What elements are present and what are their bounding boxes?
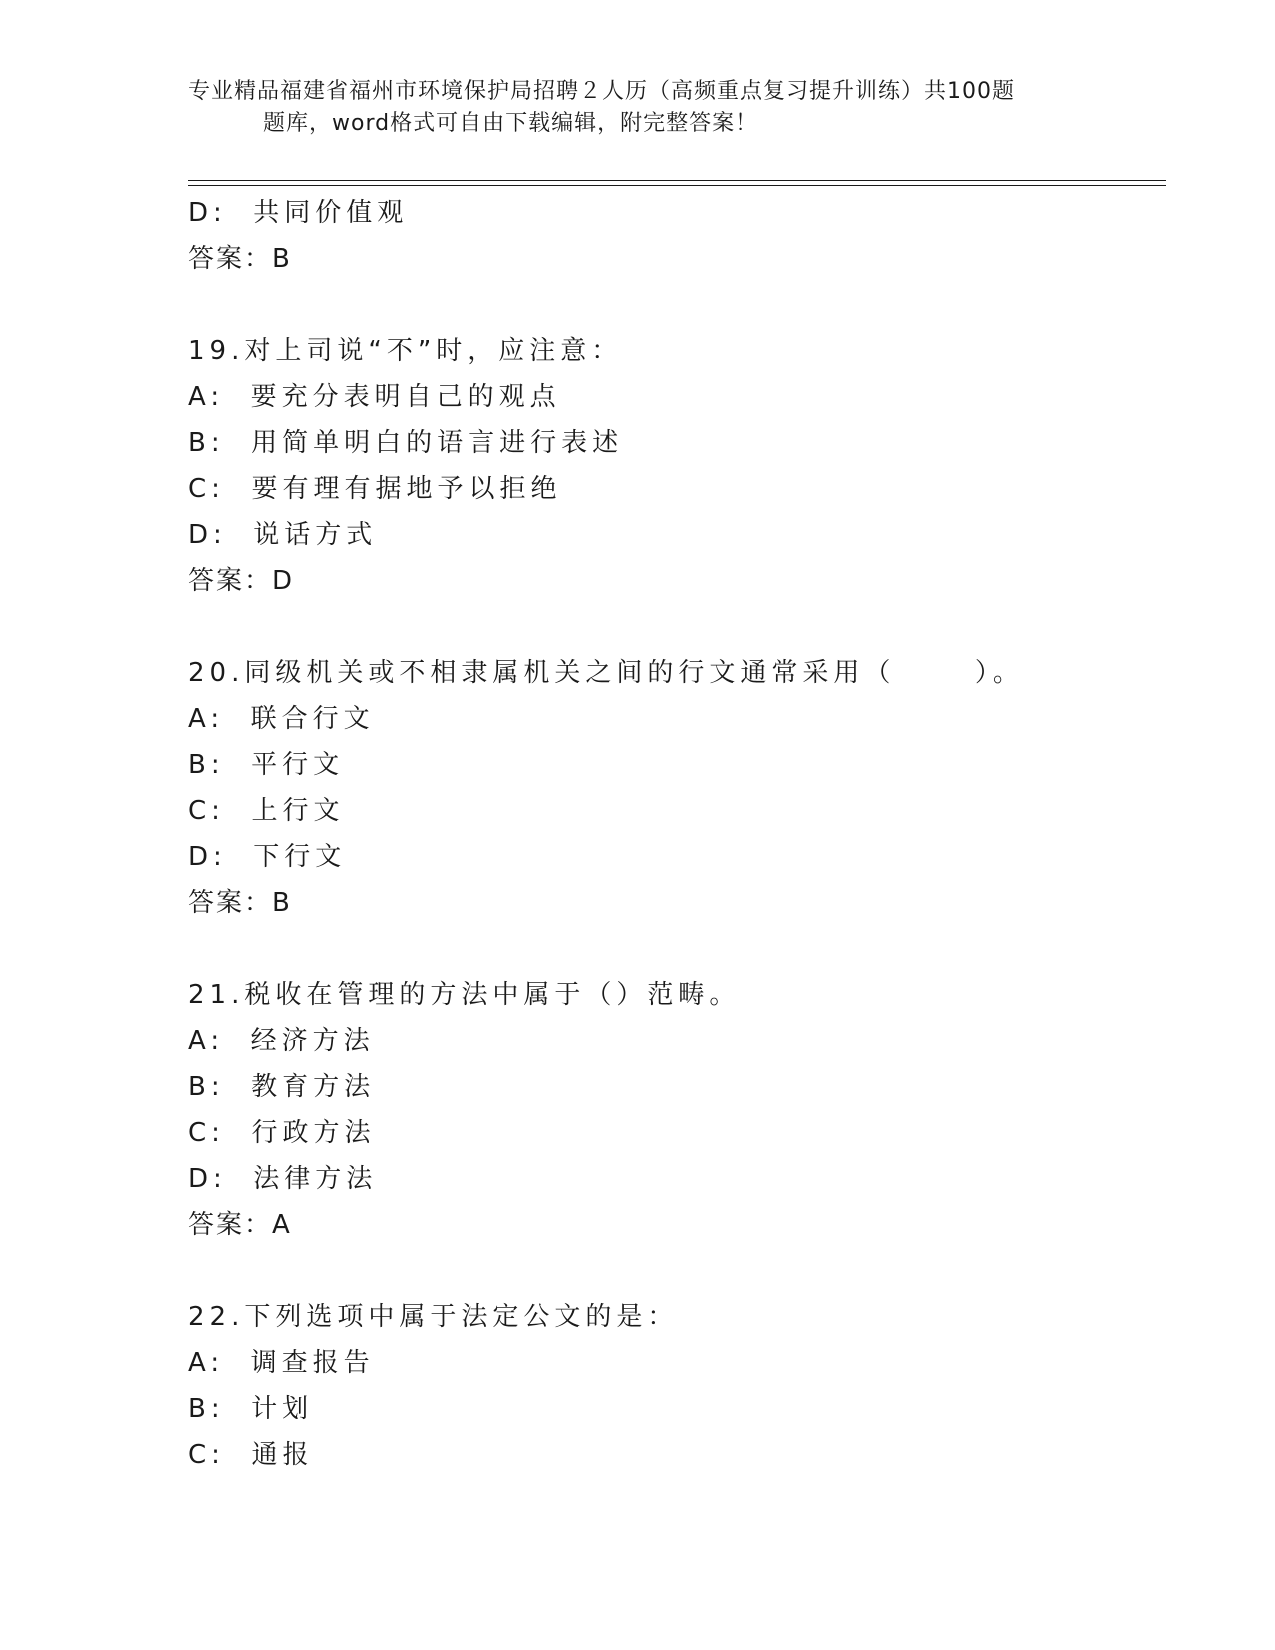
option-d: D: 下行文: [188, 842, 347, 872]
option-a: A: 联合行文: [188, 704, 375, 734]
option-b: B: 平行文: [188, 750, 345, 780]
option-a: A: 经济方法: [188, 1026, 375, 1056]
question-list: [188, 190, 1168, 1478]
option-b: B: 计划: [188, 1394, 314, 1424]
option-d: D: 说话方式: [188, 520, 378, 550]
option-c: C: 行政方法: [188, 1118, 376, 1148]
answer: 答案：D: [188, 566, 295, 596]
prev-option-d: D: 共同价值观: [188, 198, 409, 228]
option-c: C: 要有理有据地予以拒绝: [188, 474, 562, 504]
option-a: A: 要充分表明自己的观点: [188, 382, 561, 412]
question-stem: 21.税收在管理的方法中属于（）范畴。: [188, 980, 741, 1010]
question-21: [188, 972, 1168, 1248]
question-stem: 19.对上司说“不”时，应注意：: [188, 336, 623, 366]
option-b: B: 教育方法: [188, 1072, 376, 1102]
header-rule-top: [188, 180, 1166, 181]
header-title-line-1: 专业精品福建省福州市环境保护局招聘２人历（高频重点复习提升训练）共100题: [188, 79, 1015, 104]
spacer: [188, 926, 1168, 972]
prev-answer: 答案：B: [188, 244, 292, 274]
option-a: A: 调查报告: [188, 1348, 375, 1378]
question-22: [188, 1294, 1168, 1478]
question-19: [188, 328, 1168, 604]
question-20: [188, 650, 1168, 926]
question-stem: 22.下列选项中属于法定公文的是：: [188, 1302, 679, 1332]
answer: 答案：A: [188, 1210, 292, 1240]
option-c: C: 通报: [188, 1440, 314, 1470]
document-header: [188, 76, 1088, 140]
header-rule-bottom: [188, 185, 1166, 186]
option-b: B: 用简单明白的语言进行表述: [188, 428, 624, 458]
question-stem: 20.同级机关或不相隶属机关之间的行文通常采用（ ）。: [188, 658, 1024, 688]
option-d: D: 法律方法: [188, 1164, 378, 1194]
header-title-line-2: 题库，word格式可自由下载编辑，附完整答案！: [263, 111, 759, 136]
spacer: [188, 1248, 1168, 1294]
answer: 答案：B: [188, 888, 292, 918]
spacer: [188, 282, 1168, 328]
spacer: [188, 604, 1168, 650]
option-c: C: 上行文: [188, 796, 345, 826]
